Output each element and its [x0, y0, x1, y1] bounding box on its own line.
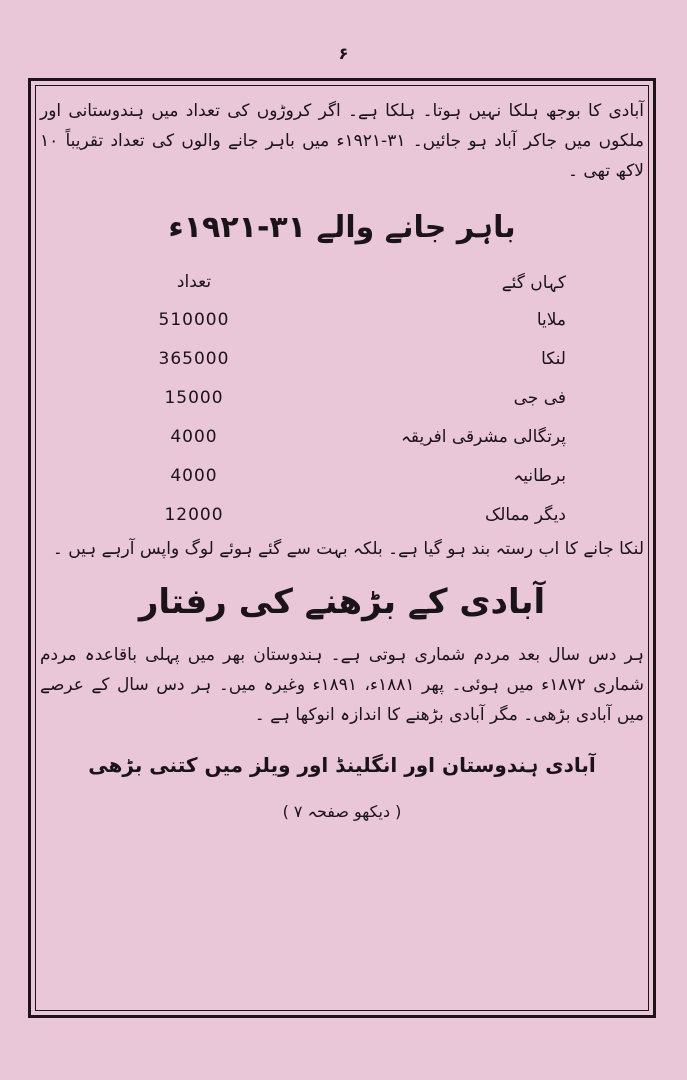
table-row	[40, 495, 644, 534]
row-place: پرتگالی مشرقی افریقہ	[400, 427, 566, 447]
column-header-place: کہاں گئے	[501, 272, 566, 293]
row-count: 365000	[158, 348, 230, 369]
table-row	[40, 339, 644, 378]
table-row	[40, 378, 644, 417]
table-row	[40, 417, 644, 456]
growth-heading: آبادی کے بڑھنے کی رفتار	[138, 582, 546, 622]
page-content	[40, 96, 644, 826]
emigrants-table	[40, 264, 644, 534]
row-count: 4000	[170, 426, 218, 447]
table-row	[40, 300, 644, 339]
row-place: برطانیہ	[513, 466, 566, 486]
row-count: 510000	[158, 309, 230, 330]
page-number: ۶	[338, 44, 349, 63]
row-place: ملایا	[536, 309, 566, 330]
row-count: 12000	[164, 504, 224, 525]
row-place: دیگر ممالک	[485, 504, 566, 525]
growth-paragraph: ہر دس سال بعد مردم شماری ہوتی ہے۔ ہندوستان بھر میں پہلی باقاعدہ مردم شماری ۱۸۷۲ء میں ہوئی۔ پھر ۱۸۸۱ء، ۱۸۹۱ء وغیرہ میں۔ ہر دس سال کے عرصے میں آبادی بڑھی۔ مگر آبادی بڑھنے کا اندازہ انوکھا ہے ۔	[40, 645, 645, 725]
lanka-note: لنکا جانے کا اب رستہ بند ہو گیا ہے۔ بلکہ بہت سے گئے ہوئے لوگ واپس آرہے ہیں ۔	[52, 539, 644, 559]
row-place: فی جی	[513, 387, 566, 408]
row-count: 15000	[164, 387, 224, 408]
column-header-count: تعداد	[176, 272, 212, 292]
row-count: 4000	[170, 465, 218, 486]
intro-paragraph: آبادی کا بوجھ ہلکا نہیں ہوتا۔ ہلکا ہے۔ اگر کروڑوں کی تعداد میں ہندوستانی اور ملکوں میں جاکر آباد ہو جائیں۔ ۳۱-۱۹۲۱ء میں باہر جانے والوں کی تعداد تقریباً ۱۰ لاکھ تھی ۔	[40, 101, 644, 181]
see-page-reference: ( دیکھو صفحہ ۷ )	[282, 802, 402, 821]
table-row	[40, 456, 644, 495]
row-place: لنکا	[541, 348, 566, 369]
emigrants-heading: باہر جانے والے ۳۱-۱۹۲۱ء	[168, 210, 516, 245]
comparison-heading: آبادی ہندوستان اور انگلینڈ اور ویلز میں کتنی بڑھی	[88, 753, 596, 777]
table-header	[40, 264, 644, 300]
